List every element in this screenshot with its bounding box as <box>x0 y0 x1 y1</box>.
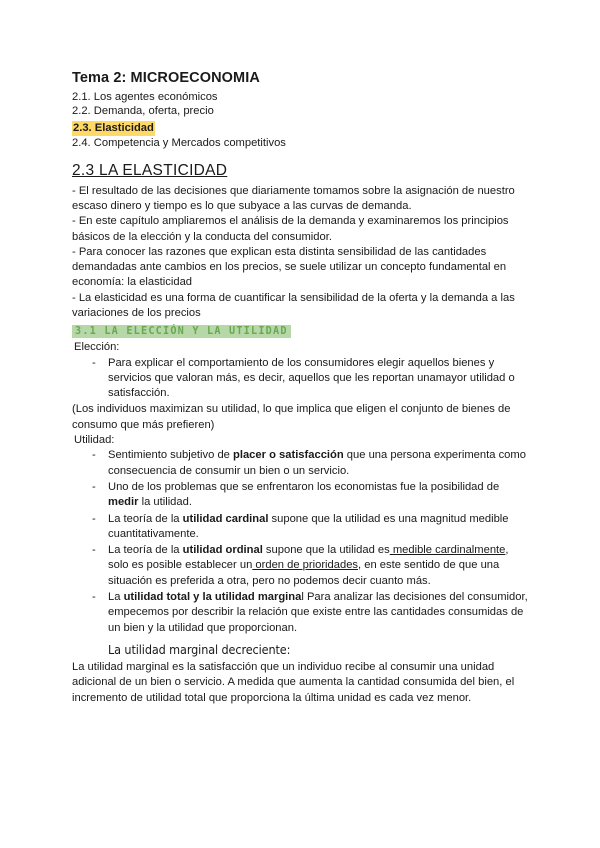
intro-paragraph: - El resultado de las decisiones que diariamente tomamos sobre la asignación de nuestro escaso dinero y tiempo es lo que subyace a las curvas de demanda. <box>72 184 515 212</box>
list-item: - Sentimiento subjetivo de placer o satisfacción que una persona experimenta como consecuencia de consumir un bien o un servicio. <box>92 448 528 479</box>
bold-term: utilidad ordinal <box>182 544 263 557</box>
utilidad-list <box>72 448 528 636</box>
eleccion-note: (Los individuos maximizan su utilidad, lo que implica que eligen el conjunto de bienes de consumo que más prefieren) <box>72 403 511 431</box>
toc-item: 2.4. Competencia y Mercados competitivos <box>72 137 286 150</box>
marginal-paragraph: La utilidad marginal es la satisfacción que un individuo recibe al consumir una unidad adicional de un bien o servicio. A medida que aumenta la cantidad consumida del bien, el incremento de utilidad total que proporciona la última unidad es cada vez menor. <box>72 660 515 704</box>
underlined-term: medible cardinalmente <box>389 544 506 557</box>
bold-term: medir <box>108 496 139 509</box>
document-content <box>72 70 528 706</box>
intro-paragraph: - Para conocer las razones que explican esta distinta sensibilidad de las cantidades demandadas ante cambios en los precios, se suele utilizar un concepto fundamental en economía: la elasticidad <box>72 245 507 289</box>
marginal-title: La utilidad marginal decreciente: <box>108 641 291 657</box>
subsection-title: 3.1 LA ELECCIÓN Y LA UTILIDAD <box>72 325 291 338</box>
bold-term: utilidad total y la utilidad margina <box>123 591 302 604</box>
toc-item: 2.2. Demanda, oferta, precio <box>72 105 214 118</box>
table-of-contents <box>72 90 528 151</box>
toc-item: 2.1. Los agentes económicos <box>72 91 218 103</box>
list-item: - Uno de los problemas que se enfrentaron los economistas fue la posibilidad de medir la utilidad. <box>92 480 528 511</box>
bold-term: utilidad cardinal <box>182 512 269 525</box>
list-item: - La teoría de la utilidad cardinal supone que la utilidad es una magnitud medible cuantitativamente. <box>92 512 528 543</box>
list-item: - La utilidad total y la utilidad marginal Para analizar las decisiones del consumidor, empecemos por describir la relación que existe entre las cantidades consumidas de un bien y la utilidad que proporcionan. <box>92 590 528 636</box>
utilidad-label: Utilidad: <box>74 434 115 447</box>
intro-paragraph: - La elasticidad es una forma de cuantificar la sensibilidad de la oferta y la demanda a las variaciones de los precios <box>72 291 515 319</box>
intro-paragraph: - En este capítulo ampliaremos el análisis de la demanda y examinaremos los principios básicos de la elección y la conducta del consumidor. <box>72 215 509 243</box>
bold-term: placer o satisfacción <box>233 449 344 462</box>
list-item: - Para explicar el comportamiento de los consumidores elegir aquellos bienes y servicios que valoran más, es decir, aquellos que les reportan unamayor utilidad o satisfacción. <box>92 356 528 402</box>
toc-item-highlighted: 2.3. Elasticidad <box>73 122 154 135</box>
eleccion-list <box>72 356 528 402</box>
eleccion-label: Elección: <box>74 341 120 354</box>
doc-title: Tema 2: MICROECONOMIA <box>72 70 260 86</box>
section-title: 2.3 LA ELASTICIDAD <box>72 161 228 179</box>
list-item: - La teoría de la utilidad ordinal supone que la utilidad es medible cardinalmente, solo es posible establecer un orden de prioridades, en este sentido de que una situación es preferida a otra, pero no podemos decir cuanto más. <box>92 543 528 589</box>
underlined-term: orden de prioridades <box>252 559 359 572</box>
